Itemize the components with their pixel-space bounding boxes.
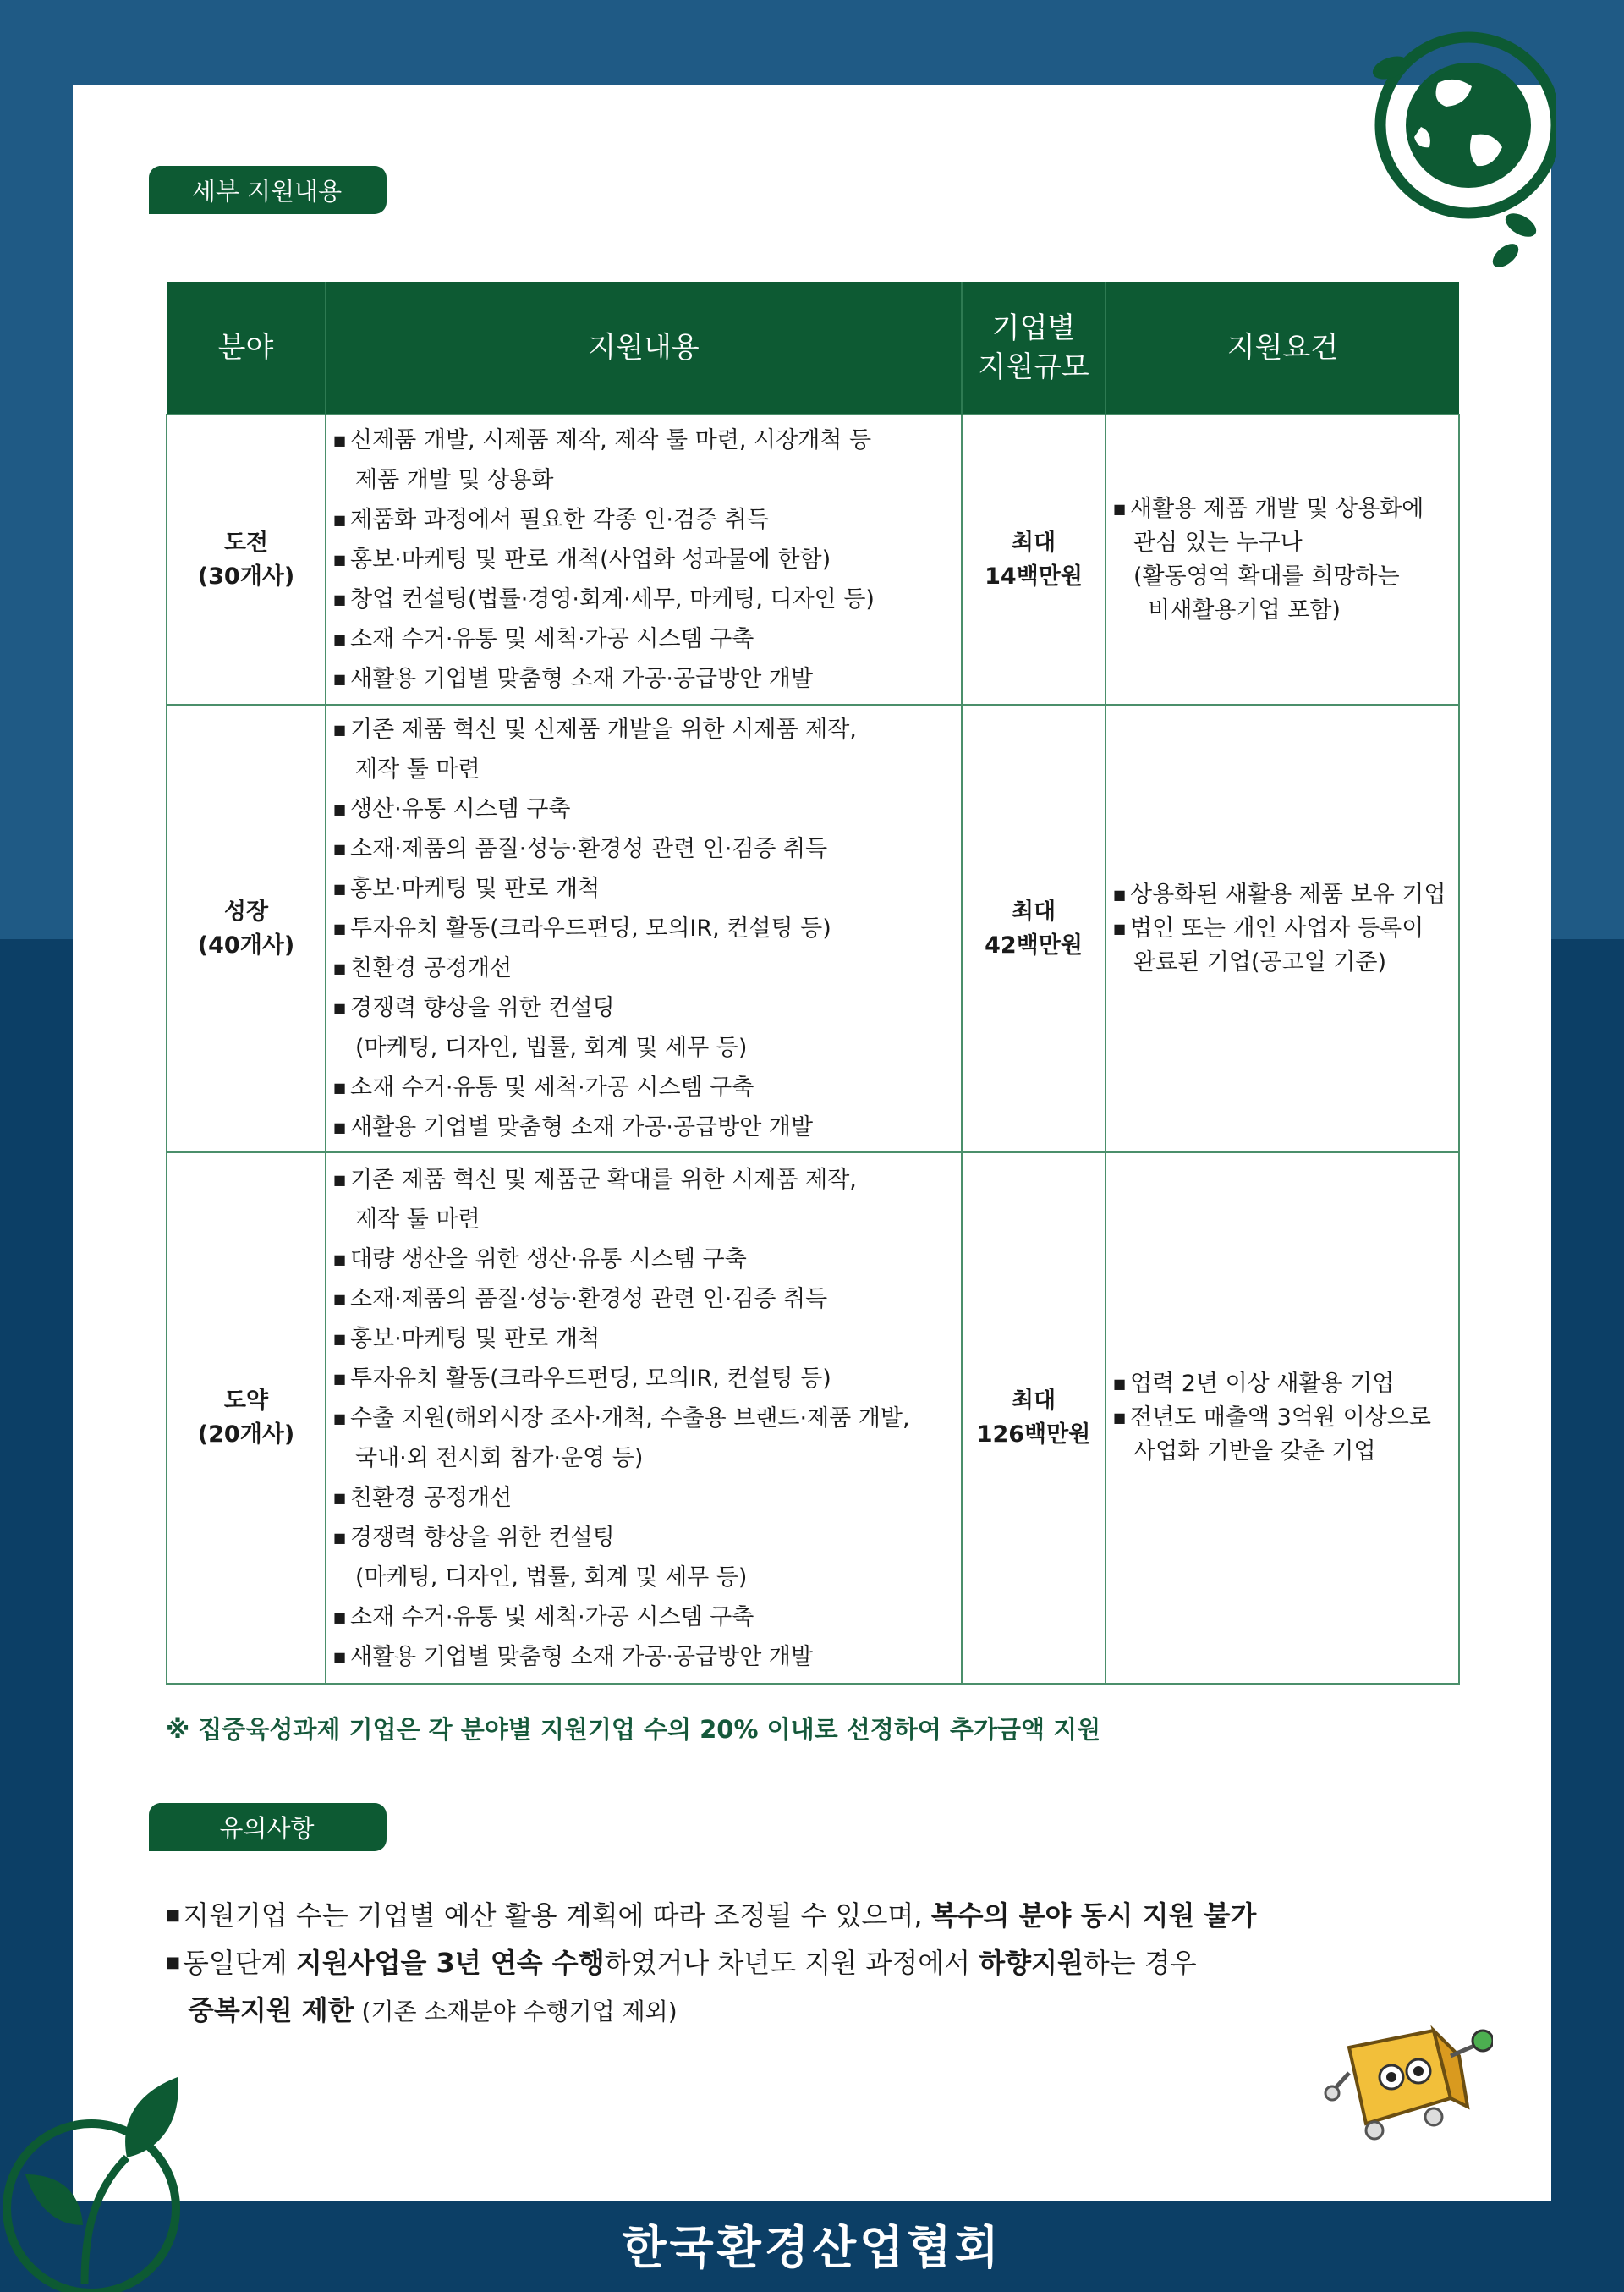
content-text: 홍보·마케팅 및 판로 개척 [350, 876, 601, 902]
content-text: 국내·외 전시회 참가·운영 등) [355, 1444, 644, 1471]
header-requirements: 지원요건 [1106, 282, 1459, 415]
row-content [326, 705, 962, 1152]
content-line [333, 1200, 949, 1239]
caution-item-2: ■ 동일단계 지원사업을 3년 연속 수행하였거나 차년도 지원 과정에서 하향지원하는 경우 [166, 1947, 1197, 1979]
requirement-text: 전년도 매출액 3억원 이상으로 [1130, 1404, 1431, 1431]
bullet-icon: ■ [333, 1250, 347, 1267]
requirement-text: 법인 또는 개인 사업자 등록이 [1130, 915, 1424, 942]
row-scale: 최대 14백만원 [962, 415, 1106, 705]
content-line [333, 1028, 949, 1068]
requirement-line [1113, 594, 1446, 628]
content-text: 새활용 기업별 맞춤형 소재 가공·공급방안 개발 [350, 666, 814, 692]
content-line [333, 580, 949, 619]
content-text: 친환경 공정개선 [350, 955, 513, 981]
bullet-icon: ■ [333, 512, 347, 528]
content-text: 홍보·마케팅 및 판로 개척(사업화 성과물에 한함) [350, 547, 831, 573]
note-text: ※ 집중육성과제 기업은 각 분야별 지원기업 수의 20% 이내로 선정하여 추가금액 지원 [166, 1715, 1101, 1744]
caution-item-1: ■ 지원기업 수는 기업별 예산 활용 계획에 따라 조정될 수 있으며, 복수의 분야 동시 지원 불가 [166, 1899, 1257, 1932]
requirement-text: 완료된 기업(공고일 기준) [1133, 948, 1387, 976]
content-line [333, 909, 949, 948]
content-text: 제품 개발 및 상용화 [355, 467, 554, 493]
bullet-icon: ■ [1113, 500, 1127, 517]
content-line [333, 1068, 949, 1108]
bullet-icon: ■ [333, 1119, 347, 1135]
bullet-icon: ■ [333, 591, 347, 607]
bullet-icon: ■ [333, 1608, 347, 1625]
header-field: 분야 [167, 282, 326, 415]
bullet-icon: ■ [1113, 886, 1127, 903]
content-text: 제작 툴 마련 [355, 1206, 480, 1233]
bullet-icon: ■ [333, 1171, 347, 1188]
requirement-line [1113, 1435, 1446, 1469]
table-row [167, 705, 1459, 1152]
bullet-icon: ■ [333, 1330, 347, 1347]
requirement-text: 새활용 제품 개발 및 상용화에 [1130, 495, 1424, 522]
bullet-icon: ■ [333, 1648, 347, 1665]
org-logo-text: 한국환경산업협회 [622, 2221, 1002, 2274]
content-text: 제작 툴 마련 [355, 756, 480, 783]
content-line [333, 420, 949, 460]
requirement-line [1113, 526, 1446, 560]
content-text: 투자유치 활동(크라우드펀딩, 모의IR, 컨설팅 등) [350, 1365, 831, 1392]
content-line [333, 1518, 949, 1558]
content-line [333, 869, 949, 909]
content-text: 새활용 기업별 맞춤형 소재 가공·공급방안 개발 [350, 1643, 814, 1670]
content-line [333, 789, 949, 829]
caution-list [166, 1892, 1256, 2036]
content-text: 생산·유통 시스템 구축 [350, 796, 571, 822]
content-text: 소재 수거·유통 및 세척·가공 시스템 구축 [350, 626, 754, 652]
content-text: 경쟁력 향상을 위한 컨설팅 [350, 995, 615, 1021]
content-line [333, 1637, 949, 1677]
content-line [333, 540, 949, 580]
content-text: 수출 지원(해외시장 조사·개척, 수출용 브랜드·제품 개발, [350, 1404, 910, 1432]
content-text: 홍보·마케팅 및 판로 개척 [350, 1325, 601, 1352]
content-line [333, 1279, 949, 1319]
content-text: 새활용 기업별 맞춤형 소재 가공·공급방안 개발 [350, 1114, 814, 1141]
table-header-row [167, 282, 1459, 415]
row-requirements [1106, 1152, 1459, 1684]
content-line [333, 1478, 949, 1518]
content-line [333, 1399, 949, 1438]
content-line [333, 988, 949, 1028]
requirement-line [1113, 492, 1446, 526]
bullet-icon: ■ [1113, 1410, 1127, 1426]
content-text: 기존 제품 혁신 및 제품군 확대를 위한 시제품 제작, [350, 1166, 857, 1193]
content-line [333, 1597, 949, 1637]
requirement-text: 비새활용기업 포함) [1133, 596, 1341, 624]
requirement-line [1113, 1367, 1446, 1401]
row-content [326, 1152, 962, 1684]
section-tag-detail: 세부 지원내용 [159, 166, 375, 214]
content-text: (마케팅, 디자인, 법률, 회계 및 세무 등) [355, 1035, 748, 1061]
content-line [333, 1438, 949, 1478]
bullet-icon: ■ [333, 841, 347, 857]
bullet-icon: ■ [333, 1410, 347, 1426]
content-line [333, 710, 949, 750]
content-line [333, 1558, 949, 1597]
row-scale: 최대 126백만원 [962, 1152, 1106, 1684]
content-line [333, 1319, 949, 1359]
content-line [333, 1359, 949, 1399]
requirement-line [1113, 560, 1446, 594]
header-content: 지원내용 [326, 282, 962, 415]
bullet-icon: ■ [333, 1529, 347, 1546]
bullet-icon: ■ [333, 801, 347, 817]
content-text: 신제품 개발, 시제품 제작, 제작 툴 마련, 시장개척 등 [350, 427, 872, 453]
content-text: 투자유치 활동(크라우드펀딩, 모의IR, 컨설팅 등) [350, 915, 831, 942]
bullet-icon: ■ [1113, 920, 1127, 937]
requirement-text: 관심 있는 누구나 [1133, 529, 1303, 556]
requirement-line [1113, 878, 1446, 912]
content-text: 대량 생산을 위한 생산·유통 시스템 구축 [350, 1245, 747, 1272]
content-line [333, 1239, 949, 1279]
bullet-icon: ■ [333, 432, 347, 448]
content-text: 소재 수거·유통 및 세척·가공 시스템 구축 [350, 1603, 754, 1630]
earth-recycle-icon [1370, 17, 1556, 279]
row-scale: 최대 42백만원 [962, 705, 1106, 1152]
table-row [167, 1152, 1459, 1684]
bullet-icon: ■ [333, 552, 347, 568]
bullet-icon: ■ [333, 1290, 347, 1307]
requirement-line [1113, 912, 1446, 946]
content-line [333, 659, 949, 699]
content-line [333, 829, 949, 869]
content-text: 소재 수거·유통 및 세척·가공 시스템 구축 [350, 1075, 754, 1101]
caution-item-2-cont: 중복지원 제한 (기존 소재분야 수행기업 제외) [188, 1994, 678, 2026]
bullet-icon: ■ [333, 921, 347, 937]
content-line [333, 1160, 949, 1200]
content-line [333, 750, 949, 789]
content-text: (마케팅, 디자인, 법률, 회계 및 세무 등) [355, 1564, 748, 1591]
requirement-line [1113, 1401, 1446, 1435]
bullet-icon: ■ [333, 881, 347, 897]
requirement-text: 업력 2년 이상 새활용 기업 [1130, 1371, 1395, 1397]
content-text: 친환경 공정개선 [350, 1484, 513, 1511]
content-text: 소재·제품의 품질·성능·환경성 관련 인·검증 취득 [350, 836, 828, 862]
content-text: 제품화 과정에서 필요한 각종 인·검증 취득 [350, 507, 769, 533]
requirement-text: (활동영역 확대를 희망하는 [1133, 563, 1400, 590]
row-field: 도약 (20개사) [167, 1152, 326, 1684]
row-requirements [1106, 415, 1459, 705]
bullet-icon: ■ [333, 960, 347, 976]
bullet-icon: ■ [333, 671, 347, 687]
requirement-text: 상용화된 새활용 제품 보유 기업 [1130, 881, 1446, 908]
content-text: 기존 제품 혁신 및 신제품 개발을 위한 시제품 제작, [350, 717, 857, 743]
bullet-icon: ■ [333, 1080, 347, 1096]
support-table [166, 282, 1460, 1685]
table-row [167, 415, 1459, 705]
content-line [333, 619, 949, 659]
mascot-icon [1324, 2022, 1493, 2157]
row-field: 도전 (30개사) [167, 415, 326, 705]
requirement-line [1113, 946, 1446, 980]
content-text: 소재·제품의 품질·성능·환경성 관련 인·검증 취득 [350, 1285, 828, 1312]
content-line [333, 460, 949, 500]
row-requirements [1106, 705, 1459, 1152]
requirement-text: 사업화 기반을 갖춘 기업 [1133, 1438, 1376, 1465]
header-scale: 기업별 지원규모 [962, 282, 1106, 415]
bullet-icon: ■ [333, 1370, 347, 1387]
bullet-icon: ■ [333, 722, 347, 738]
row-field: 성장 (40개사) [167, 705, 326, 1152]
content-text: 경쟁력 향상을 위한 컨설팅 [350, 1524, 615, 1551]
content-line [333, 948, 949, 988]
bullet-icon: ■ [333, 631, 347, 647]
content-text: 창업 컨설팅(법률·경영·회계·세무, 마케팅, 디자인 등) [350, 586, 875, 613]
content-line [333, 1108, 949, 1147]
section-tag-caution: 유의사항 [159, 1803, 375, 1851]
bullet-icon: ■ [333, 1489, 347, 1506]
bullet-icon: ■ [333, 1000, 347, 1016]
content-line [333, 500, 949, 540]
row-content [326, 415, 962, 705]
bullet-icon: ■ [1113, 1376, 1127, 1392]
